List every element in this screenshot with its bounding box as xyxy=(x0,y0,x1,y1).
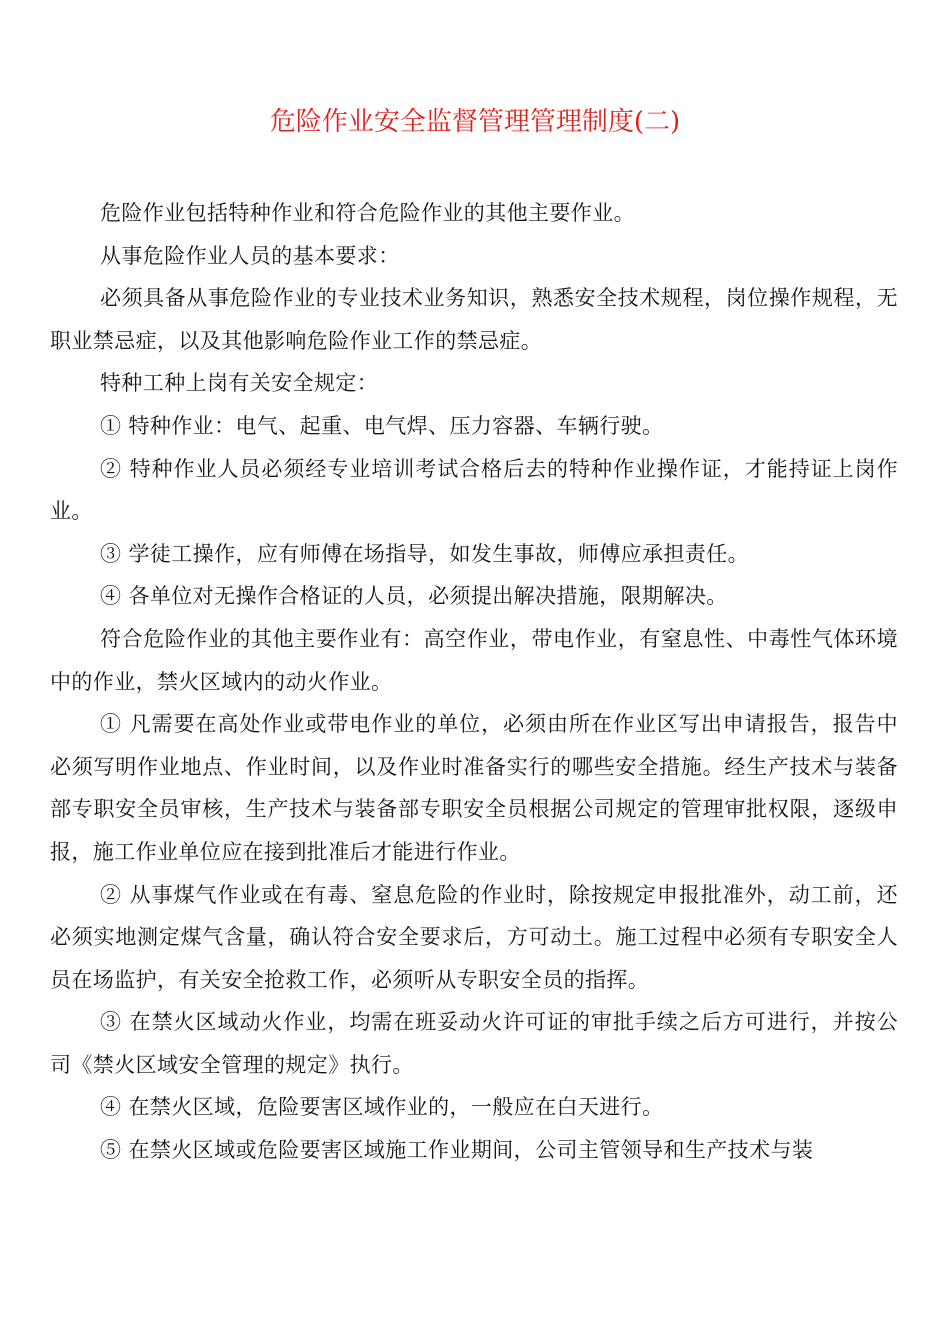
paragraph: ④ 在禁火区域，危险要害区域作业的，一般应在白天进行。 xyxy=(100,1095,664,1120)
paragraph: ④ 各单位对无操作合格证的人员，必须提出解决措施，限期解决。 xyxy=(100,584,728,609)
paragraph: ② 从事煤气作业或在有毒、窒息危险的作业时，除按规定申报批准外，动工前，还必须实地测定煤气含量，确认符合安全要求后，方可动土。施工过程中必须有专职安全人员在场监护，有关安全抢救工作，必须听从专职安全员的指挥。 xyxy=(50,882,898,992)
paragraph: ③ 学徒工操作，应有师傅在场指导，如发生事故，师傅应承担责任。 xyxy=(100,541,750,566)
paragraph: ① 特种作业：电气、起重、电气焊、压力容器、车辆行驶。 xyxy=(100,413,664,438)
paragraph: 必须具备从事危险作业的专业技术业务知识，熟悉安全技术规程，岗位操作规程，无职业禁忌症，以及其他影响危险作业工作的禁忌症。 xyxy=(50,286,898,353)
paragraph: ② 特种作业人员必须经专业培训考试合格后去的特种作业操作证，才能持证上岗作业。 xyxy=(50,456,898,524)
document-title: 危险作业安全监督管理管理制度(二) xyxy=(269,107,681,137)
paragraph: ⑤ 在禁火区域或危险要害区域施工作业期间，公司主管领导和生产技术与装 xyxy=(100,1138,814,1163)
document-body xyxy=(50,192,898,1172)
paragraph: ③ 在禁火区域动火作业，均需在班妥动火许可证的审批手续之后方可进行，并按公司《禁火区域安全管理的规定》执行。 xyxy=(50,1010,898,1077)
paragraph: 特种工种上岗有关安全规定： xyxy=(100,371,379,396)
paragraph: 符合危险作业的其他主要作业有：高空作业，带电作业，有窒息性、中毒性气体环境中的作业，禁火区域内的动火作业。 xyxy=(50,626,898,694)
paragraph: ① 凡需要在高处作业或带电作业的单位，必须由所在作业区写出申请报告，报告中必须写明作业地点、作业时间，以及作业时准备实行的哪些安全措施。经生产技术与装备部专职安全员审核，生产技术与装备部专职安全员根据公司规定的管理审批权限，逐级申报，施工作业单位应在接到批准后才能进行作业。 xyxy=(50,712,898,864)
paragraph: 危险作业包括特种作业和符合危险作业的其他主要作业。 xyxy=(100,201,635,225)
paragraph: 从事危险作业人员的基本要求： xyxy=(100,243,400,268)
